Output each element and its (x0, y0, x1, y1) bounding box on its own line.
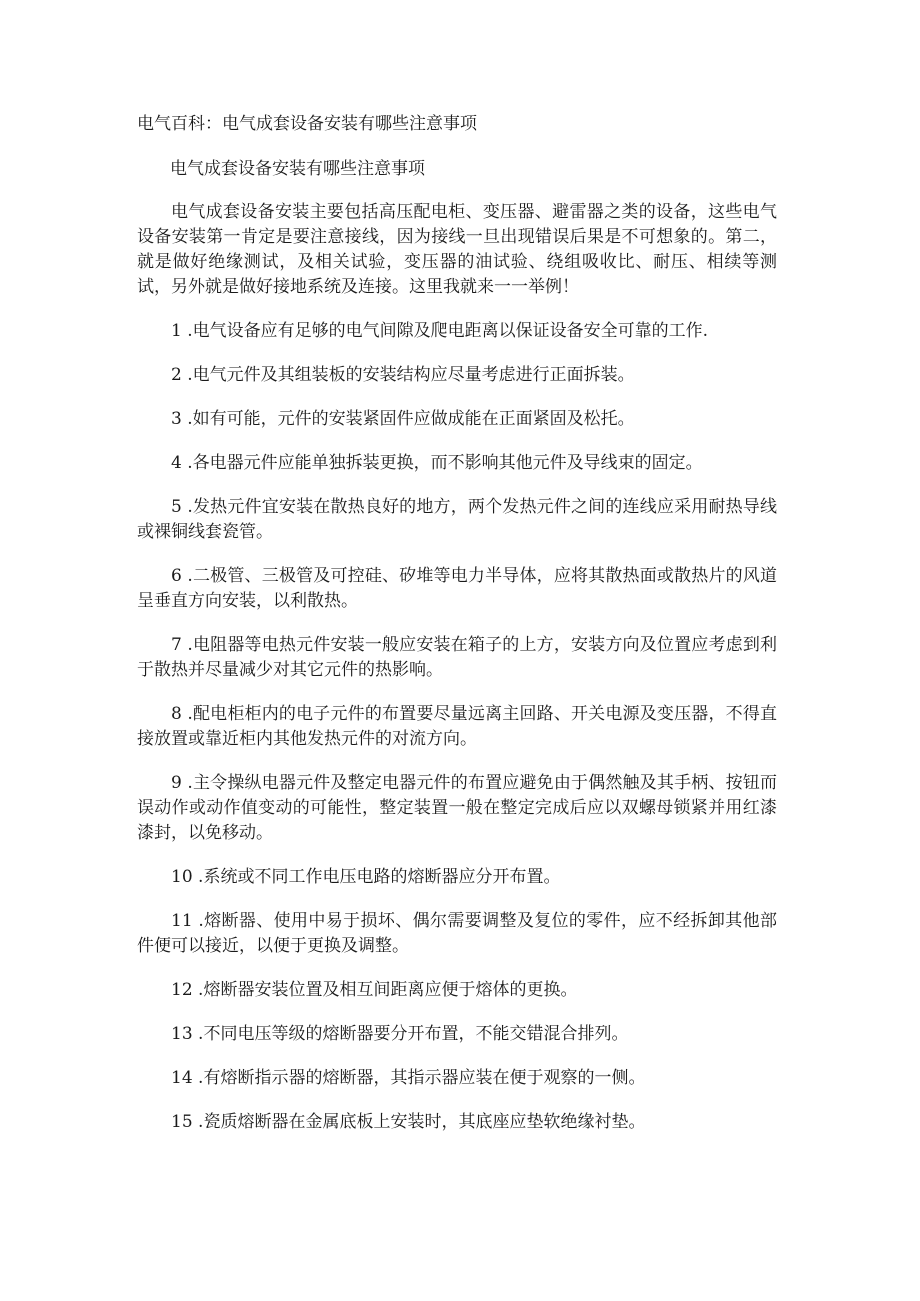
item-text: 发热元件宜安装在散热良好的地方，两个发热元件之间的连线应采用耐热导线或裸铜线套瓷管。 (137, 497, 778, 542)
list-item (137, 702, 777, 752)
item-number: 12 . (171, 980, 204, 1000)
item-text: 二极管、三极管及可控硅、矽堆等电力半导体，应将其散热面或散热片的风道呈垂直方向安装，以利散热。 (137, 566, 778, 611)
document-body (137, 200, 777, 1154)
item-number: 9 . (171, 773, 193, 793)
item-number: 14 . (171, 1068, 204, 1088)
item-number: 10 . (171, 867, 204, 887)
item-text: 各电器元件应能单独拆装更换，而不影响其他元件及导线束的固定。 (192, 453, 703, 473)
item-number: 4 . (171, 453, 193, 473)
item-text: 配电柜柜内的电子元件的布置要尽量远离主回路、开关电源及变压器，不得直接放置或靠近柜内其他发热元件的对流方向。 (137, 704, 778, 749)
list-item (137, 633, 777, 683)
list-item (137, 1110, 777, 1135)
item-text: 如有可能，元件的安装紧固件应做成能在正面紧固及松托。 (192, 409, 635, 429)
list-item (137, 363, 777, 388)
list-item (137, 978, 777, 1003)
item-text: 电阻器等电热元件安装一般应安装在箱子的上方，安装方向及位置应考虑到利于散热并尽量减少对其它元件的热影响。 (137, 635, 778, 680)
item-text: 有熔断指示器的熔断器，其指示器应装在便于观察的一侧。 (203, 1068, 646, 1088)
list-item (137, 909, 777, 959)
list-item (137, 771, 777, 846)
item-text: 电气元件及其组装板的安装结构应尽量考虑进行正面拆装。 (192, 365, 635, 385)
item-text: 系统或不同工作电压电路的熔断器应分开布置。 (203, 867, 561, 887)
item-number: 7 . (171, 635, 193, 655)
list-item (137, 407, 777, 432)
item-number: 15 . (171, 1112, 204, 1132)
item-number: 2 . (171, 365, 193, 385)
list-item (137, 865, 777, 890)
item-number: 3 . (171, 409, 193, 429)
item-number: 5 . (171, 497, 193, 517)
intro-paragraph: 电气成套设备安装主要包括高压配电柜、变压器、避雷器之类的设备，这些电气设备安装第一肯定是要注意接线，因为接线一旦出现错误后果是不可想象的。第二，就是做好绝缘测试，及相关试验，变压器的油试验、绕组吸收比、耐压、相续等测试，另外就是做好接地系统及连接。这里我就来一一举例！ (137, 202, 777, 297)
item-number: 13 . (171, 1024, 204, 1044)
item-number: 11 . (171, 911, 204, 931)
item-number: 1 . (171, 321, 193, 341)
item-text: 不同电压等级的熔断器要分开布置，不能交错混合排列。 (203, 1024, 629, 1044)
item-number: 6 . (171, 566, 193, 586)
list-item (137, 495, 777, 545)
item-text: 熔断器、使用中易于损坏、偶尔需要调整及复位的零件，应不经拆卸其他部件便可以接近，以便于更换及调整。 (137, 911, 777, 956)
item-text: 熔断器安装位置及相互间距离应便于熔体的更换。 (203, 980, 578, 1000)
document-subtitle: 电气成套设备安装有哪些注意事项 (170, 159, 425, 179)
item-text: 主令操纵电器元件及整定电器元件的布置应避免由于偶然触及其手柄、按钮而误动作或动作值变动的可能性，整定装置一般在整定完成后应以双螺母锁紧并用红漆漆封，以免移动。 (137, 773, 778, 843)
document-title: 电气百科：电气成套设备安装有哪些注意事项 (137, 114, 477, 134)
item-text: 瓷质熔断器在金属底板上安装时，其底座应垫软绝缘衬垫。 (203, 1112, 646, 1132)
list-item (137, 1022, 777, 1047)
item-number: 8 . (171, 704, 193, 724)
list-item (137, 319, 777, 344)
list-item (137, 451, 777, 476)
list-item (137, 564, 777, 614)
list-item (137, 1066, 777, 1091)
item-text: 电气设备应有足够的电气间隙及爬电距离以保证设备安全可靠的工作. (192, 321, 709, 341)
